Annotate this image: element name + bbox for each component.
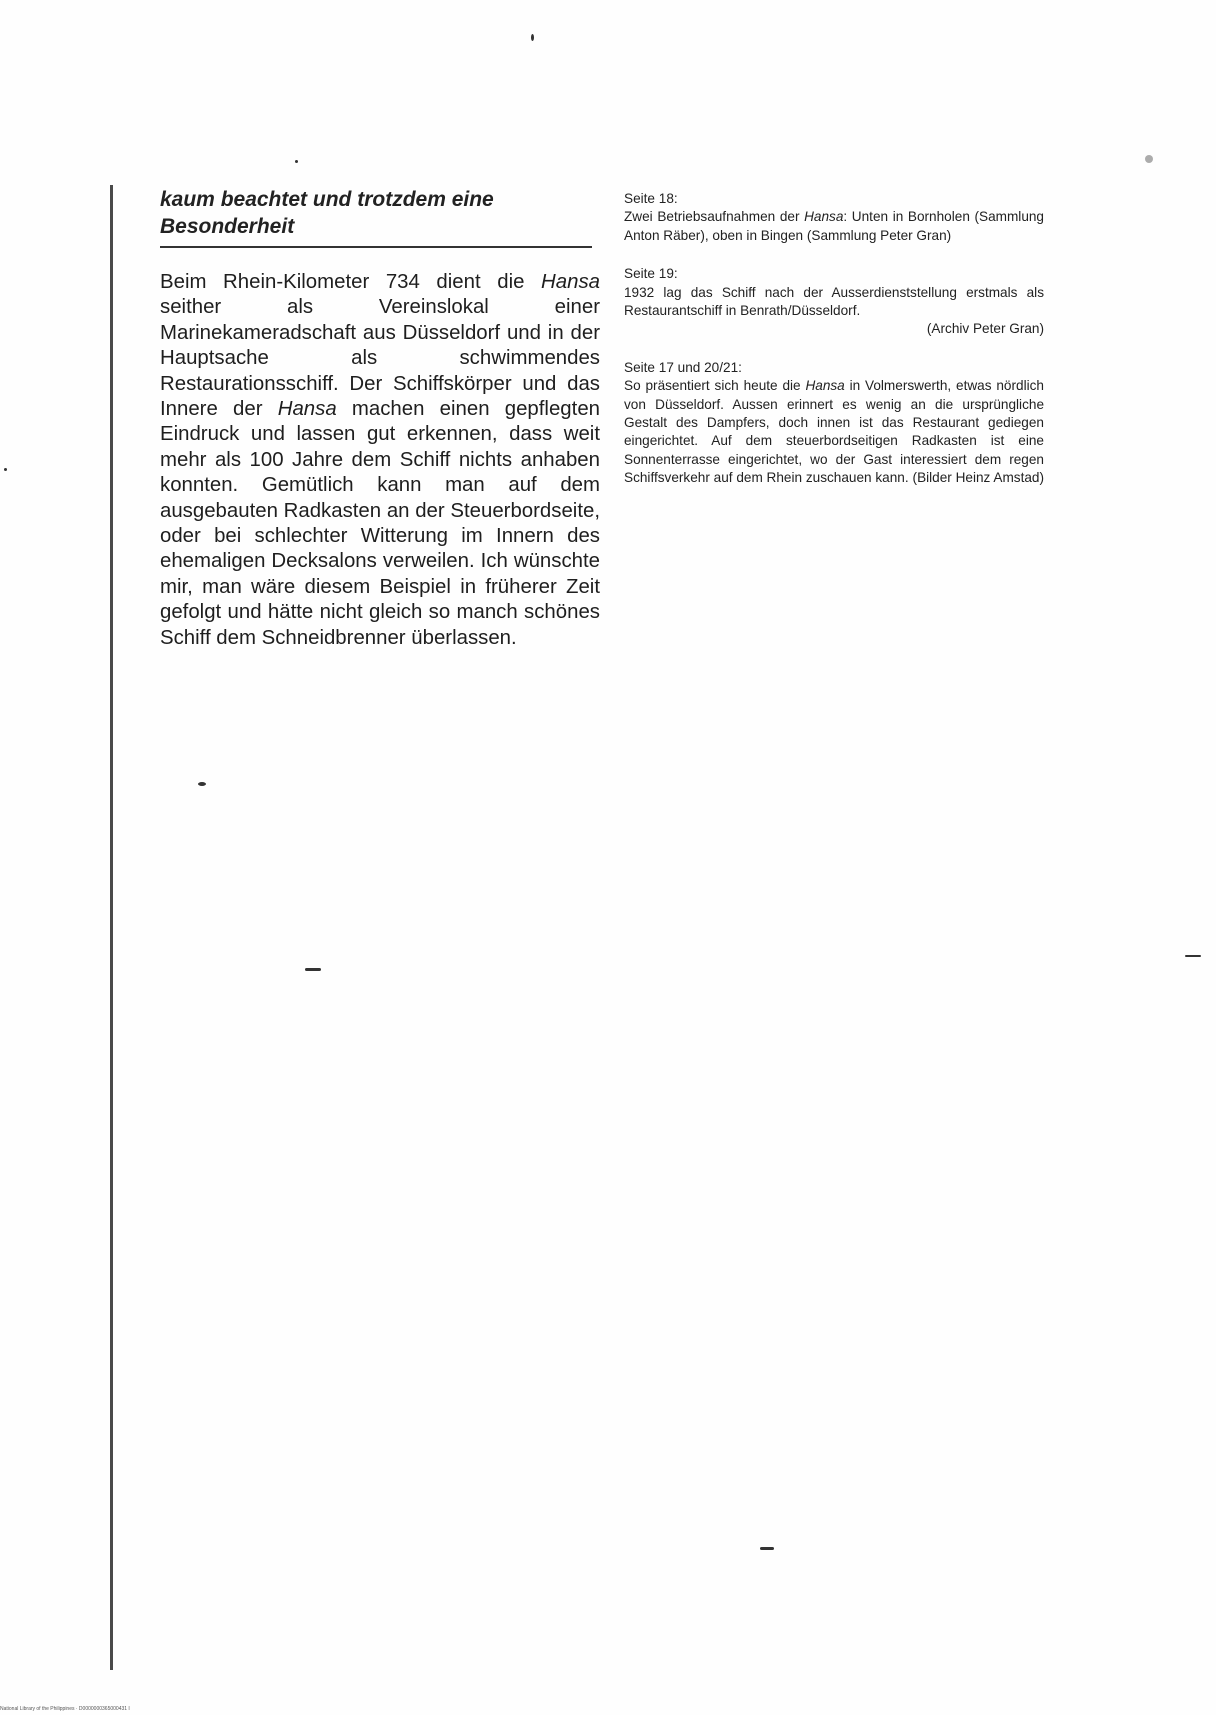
heading-line-2: Besonderheit	[160, 215, 295, 238]
caption-text: 1932 lag das Schiff nach der Ausserdienststellung erstmals als Restaurantschiff in Benrath/Düsseldorf.	[624, 284, 1044, 319]
article-column	[160, 186, 600, 671]
caption-text	[624, 377, 1044, 487]
ship-name: Hansa	[277, 398, 337, 421]
scan-speck	[198, 782, 206, 786]
scan-footer: National Library of the Philippines · D0000000365000431 I	[0, 1706, 130, 1712]
body-text-part: Beim Rhein-Kilometer 734 dient die	[160, 271, 542, 293]
caption-text-part: : Unten in Bornholen (Sammlung Anton Räber), oben in Bingen (Sammlung Peter Gran)	[624, 209, 1044, 243]
ship-name: Hansa	[805, 378, 845, 394]
margin-rule	[110, 185, 113, 1670]
scan-speck	[4, 468, 7, 471]
caption-block	[624, 359, 1044, 488]
caption-text-part: Zwei Betriebsaufnahmen der	[624, 209, 805, 225]
scan-speck	[531, 34, 534, 41]
caption-page-ref: Seite 18:	[624, 191, 678, 206]
caption-block	[624, 190, 1044, 245]
caption-text-part: So präsentiert sich heute die	[624, 378, 806, 394]
captions-column	[624, 190, 1044, 508]
heading-underline	[160, 246, 592, 248]
scan-speck	[1145, 155, 1153, 163]
body-text-part: seither als Vereinslokal einer Marinekameradschaft aus Düsseldorf und in der Hauptsache als schwimmendes Restaurationsschiff. Der Schiffskörper und das Innere der	[160, 296, 600, 421]
caption-page-ref: Seite 19:	[624, 266, 678, 282]
caption-text	[624, 208, 1044, 245]
caption-page-ref: Seite 17 und 20/21:	[624, 359, 742, 375]
scan-speck	[760, 1547, 774, 1550]
caption-text-part: in Volmerswerth, etwas nördlich von Düsseldorf. Aussen erinnert es wenig an die ursprüngliche Gestalt des Dampfers, doch innen ist das Restaurant gediegen eingerichtet. Auf dem steuerbordseitigen Radkasten ist eine Sonnenterrasse eingerichtet, wo der Gast interessiert dem regen Schiffsverkehr auf dem Rhein zuschauen kann.	[624, 378, 1044, 486]
caption-credit: (Archiv Peter Gran)	[926, 321, 1044, 337]
article-heading	[160, 186, 600, 240]
scan-speck	[1185, 955, 1201, 957]
article-body	[160, 270, 600, 651]
ship-name: Hansa	[541, 271, 600, 293]
scan-speck	[295, 160, 298, 163]
heading-line-1: kaum beachtet und trotzdem eine	[160, 188, 494, 211]
body-text-part: machen einen gepflegten Eindruck und lassen gut erkennen, dass weit mehr als 100 Jahre dem Schiff nichts anhaben konnten. Gemütlich kann man auf dem ausgebauten Radkasten an der Steuerbordseite, oder bei schlechter Witterung im Innern des ehemaligen Decksalons verweilen. Ich wünschte mir, man wäre diesem Beispiel in früherer Zeit gefolgt und hätte nicht gleich so manch schönes Schiff dem Schneidbrenner überlassen.	[160, 398, 600, 649]
scan-speck	[305, 968, 321, 971]
caption-block	[624, 265, 1044, 339]
caption-credit: (Bilder Heinz Amstad)	[912, 470, 1044, 486]
ship-name: Hansa	[804, 209, 844, 225]
